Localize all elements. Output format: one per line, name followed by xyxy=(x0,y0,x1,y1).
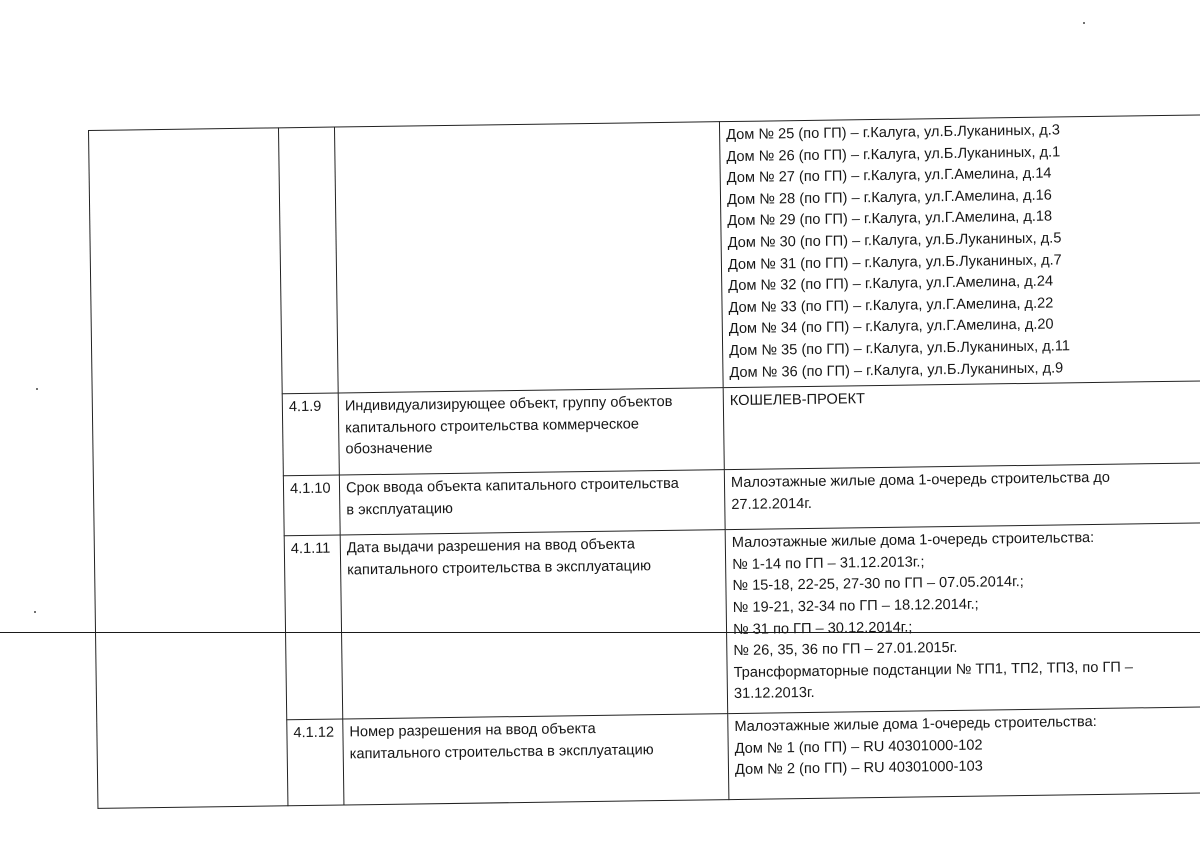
value-line: 31.12.2013г. xyxy=(733,685,815,703)
row-number: 4.1.10 xyxy=(283,475,340,536)
description-line: Индивидуализирующее объект, группу объектов xyxy=(344,393,673,415)
row-value xyxy=(724,463,1200,530)
value-line: Трансформаторные подстанции № ТП1, ТП2, ТП3, по ГП – xyxy=(733,659,1134,681)
address-line: Дом № 26 (по ГП) – г.Калуга, ул.Б.Луканиных, д.1 xyxy=(726,144,1061,165)
value-line: № 31 по ГП – 30.12.2014г.; xyxy=(732,619,913,638)
address-line: Дом № 28 (по ГП) – г.Калуга, ул.Г.Амелина, д.16 xyxy=(726,187,1052,208)
value-line: Малоэтажные жилые дома 1-очередь строительства: xyxy=(734,714,1097,736)
value-line: № 15-18, 22-25, 27-30 по ГП – 07.05.2014г.; xyxy=(732,574,1024,595)
address-line: Дом № 35 (по ГП) – г.Калуга, ул.Б.Луканиных, д.11 xyxy=(729,338,1071,360)
address-list-cell xyxy=(719,115,1200,388)
row-value xyxy=(723,381,1200,470)
scan-speck xyxy=(34,611,36,613)
description-line: капитального строительства коммерческое xyxy=(345,416,640,437)
description-line: в эксплуатацию xyxy=(346,500,453,519)
description-line: капитального строительства в эксплуатацию xyxy=(347,557,652,579)
section-column-cell xyxy=(89,128,288,809)
value-line: № 19-21, 32-34 по ГП – 18.12.2014г.; xyxy=(732,596,979,616)
description-line: Номер разрешения на ввод объекта xyxy=(349,721,596,741)
address-line: Дом № 25 (по ГП) – г.Калуга, ул.Б.Луканиных, д.3 xyxy=(726,122,1061,144)
address-line: Дом № 32 (по ГП) – г.Калуга, ул.Г.Амелина, д.24 xyxy=(728,273,1054,295)
address-line: Дом № 30 (по ГП) – г.Калуга, ул.Б.Луканиных, д.5 xyxy=(727,230,1062,252)
row-description xyxy=(343,714,729,805)
row-description xyxy=(338,388,724,475)
row-number: 4.1.11 xyxy=(284,535,343,720)
value-line: Дом № 2 (по ГП) – RU 40301000-103 xyxy=(734,758,983,779)
description-line: Дата выдачи разрешения на ввод объекта xyxy=(346,536,636,557)
value-line: Малоэтажные жилые дома 1-очередь строительства до xyxy=(730,469,1111,492)
description-line: Срок ввода объекта капитального строительства xyxy=(345,475,679,497)
row-description xyxy=(339,470,725,535)
row-value xyxy=(728,707,1200,800)
address-line: Дом № 34 (по ГП) – г.Калуга, ул.Г.Амелина, д.20 xyxy=(728,316,1054,338)
description-cell xyxy=(334,122,723,393)
value-line: № 26, 35, 36 по ГП – 27.01.2015г. xyxy=(733,640,958,660)
description-line: обозначение xyxy=(345,440,433,458)
row-value xyxy=(725,523,1200,714)
row-number: 4.1.9 xyxy=(282,393,339,476)
scan-speck xyxy=(36,388,38,390)
value-line: КОШЕЛЕВ-ПРОЕКТ xyxy=(729,391,866,410)
address-line: Дом № 31 (по ГП) – г.Калуга, ул.Б.Луканиных, д.7 xyxy=(727,251,1062,273)
address-line: Дом № 36 (по ГП) – г.Калуга, ул.Б.Луканиных, д.9 xyxy=(729,359,1064,381)
scan-fold-line xyxy=(0,632,1200,633)
value-line: Дом № 1 (по ГП) – RU 40301000-102 xyxy=(734,737,983,757)
address-line: Дом № 27 (по ГП) – г.Калуга, ул.Г.Амелина, д.14 xyxy=(726,165,1052,187)
table-row-addresses xyxy=(89,115,1200,397)
project-declaration-table xyxy=(88,114,1200,809)
row-description xyxy=(340,530,728,719)
number-cell xyxy=(278,127,338,394)
scan-speck xyxy=(1083,22,1085,24)
value-line: № 1-14 по ГП – 31.12.2013г.; xyxy=(732,554,925,573)
description-line: капитального строительства в эксплуатацию xyxy=(349,741,654,763)
address-line: Дом № 29 (по ГП) – г.Калуга, ул.Г.Амелина, д.18 xyxy=(727,208,1053,230)
row-number: 4.1.12 xyxy=(287,719,344,806)
address-line: Дом № 33 (по ГП) – г.Калуга, ул.Г.Амелина, д.22 xyxy=(728,295,1054,316)
value-line: 27.12.2014г. xyxy=(731,495,813,513)
value-line: Малоэтажные жилые дома 1-очередь строительства: xyxy=(731,530,1095,552)
